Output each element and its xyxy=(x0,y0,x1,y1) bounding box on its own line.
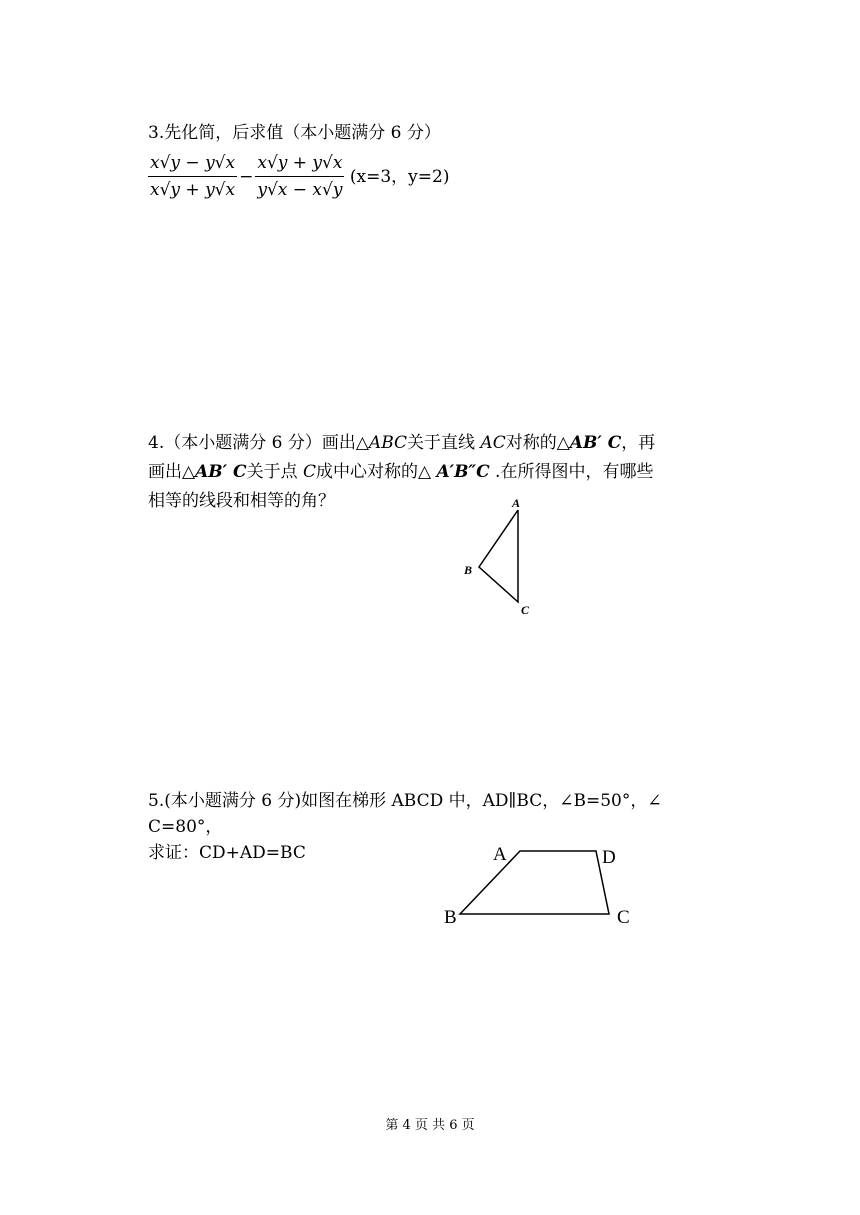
q4-text: ，再 xyxy=(621,433,656,453)
q4-point-c: C xyxy=(302,462,316,482)
q4-triangle-aprime-bdoubleprime-c: A′B″C xyxy=(436,462,490,482)
page-footer: 第 4 页 共 6 页 xyxy=(385,1118,475,1133)
question-4-line-3: 相等的线段和相等的角？ xyxy=(148,491,335,511)
vertex-label-c: C xyxy=(521,603,530,617)
triangle-abc-figure xyxy=(455,492,545,622)
minus-sign: − xyxy=(239,166,254,187)
fraction-2 xyxy=(255,152,344,201)
vertex-label-a: A xyxy=(512,496,521,510)
triangle-abc-outline xyxy=(479,510,518,602)
question-5-line-3: 求证：CD+AD=BC xyxy=(148,843,306,863)
fraction-1 xyxy=(148,152,237,201)
vertex-label-c: C xyxy=(617,907,630,928)
q4-text: 4.（本小题满分 6 分）画出△ xyxy=(148,433,369,453)
q4-text: 关于点 xyxy=(246,462,303,482)
q4-text: 画出△ xyxy=(148,462,196,482)
q4-triangle-abprime-c: AB′ C xyxy=(569,433,622,453)
vertex-label-b: B xyxy=(444,907,457,928)
q4-triangle-abc: ABC xyxy=(368,433,408,453)
q4-text: 关于直线 xyxy=(407,433,481,453)
q4-text: 对称的△ xyxy=(505,433,570,453)
question-4-line-2 xyxy=(148,457,653,487)
vertex-label-b: B xyxy=(464,563,473,577)
question-5-line-1: 5.(本小题满分 6 分)如图在梯形 ABCD 中，AD∥BC，∠B=50°，∠ xyxy=(148,791,662,811)
vertex-label-d: D xyxy=(602,847,616,868)
trapezoid-abcd-figure xyxy=(440,838,640,938)
q4-text: .在所得图中，有哪些 xyxy=(489,462,654,482)
q4-triangle-abprime-c: AB′ C xyxy=(195,462,247,482)
question-4-line-1 xyxy=(148,428,655,458)
fraction-2-numerator: x√y + y√x xyxy=(255,152,344,177)
fraction-1-numerator: x√y − y√x xyxy=(148,152,237,177)
q4-line-ac: AC xyxy=(480,433,506,453)
question-5-line-2: C=80°， xyxy=(148,817,223,837)
q4-text: 成中心对称的△ xyxy=(316,462,437,482)
fraction-2-denominator: y√x − x√y xyxy=(257,180,343,200)
vertex-label-a: A xyxy=(493,844,507,865)
fraction-1-denominator: x√y + y√x xyxy=(150,180,236,200)
question-3-expression xyxy=(148,152,449,201)
question-3-title: 3.先化简，后求值（本小题满分 6 分） xyxy=(148,123,441,143)
trapezoid-abcd-outline xyxy=(460,851,609,914)
evaluation-condition: (x=3，y=2) xyxy=(349,166,450,187)
